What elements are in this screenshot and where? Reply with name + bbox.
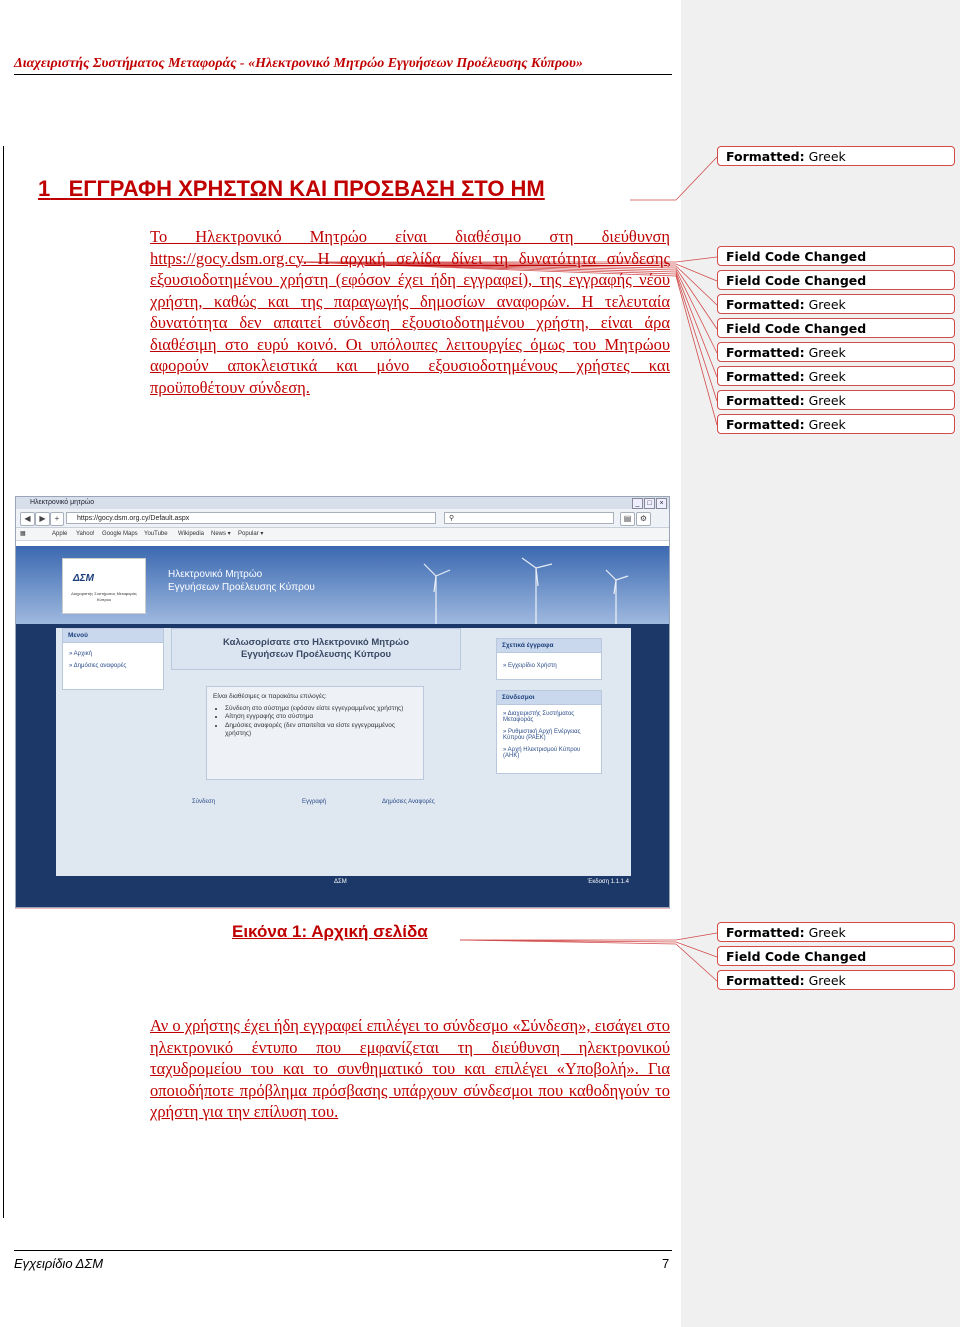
window-title: Ηλεκτρονικό μητρώο [30,499,95,506]
balloon-value: Greek [804,973,846,988]
menu-title: Μενού [63,629,163,643]
user-manual-link[interactable]: » Εγχειρίδιο Χρήστη [503,663,557,669]
forward-icon: ▶ [35,512,50,526]
balloon-value: Greek [804,345,846,360]
welcome-line: Εγγυήσεων Προέλευσης Κύπρου [240,649,392,660]
browser-search-field [444,512,614,524]
revision-balloon[interactable] [717,970,955,990]
bookmark: News ▾ [211,531,231,537]
footer-rule [14,1250,672,1251]
maximize-icon: □ [644,498,655,509]
minimize-icon: _ [632,498,643,509]
gear-icon: ⚙ [636,512,651,526]
documents-panel [496,638,602,680]
revision-balloon[interactable] [717,390,955,410]
bookmarks-icon: ▦ [20,531,26,537]
balloon-label: Formatted: [726,369,805,384]
balloon-label: Formatted: [726,417,805,432]
documents-title: Σχετικά έγγραφα [497,639,601,653]
tso-link[interactable]: » Διαχειριστής Συστήματος Μεταφοράς [503,711,575,723]
back-icon: ◀ [20,512,35,526]
balloon-label: Formatted: [726,973,805,988]
links-panel [496,690,602,774]
balloon-label: Formatted: [726,149,805,164]
welcome-box [171,628,461,670]
balloon-label: Field Code Changed [726,321,867,336]
options-list [213,705,417,739]
logo-text: ΔΣΜ [73,573,94,584]
page-header: Διαχειριστής Συστήματος Μεταφοράς - «Ηλεκτρονικό Μητρώο Εγγυήσεων Προέλευσης Κύπρου» [14,56,583,71]
register-link[interactable]: Εγγραφή [302,799,327,805]
raek-link[interactable]: » Ρυθμιστική Αρχή Ενέργειας Κύπρου (ΡΑΕΚ) [503,729,581,741]
balloon-label: Formatted: [726,297,805,312]
aik-link[interactable]: » Αρχή Ηλεκτρισμού Κύπρου (ΑΗΚ) [503,747,581,759]
balloon-value: Greek [804,297,846,312]
revision-balloon[interactable] [717,146,955,166]
revision-balloon[interactable] [717,318,955,338]
address-bar: https://gocy.dsm.org.cy/Default.aspx [66,512,436,524]
section-heading [38,176,545,202]
bookmark: Google Maps [102,531,138,537]
login-link[interactable]: Σύνδεση [192,799,216,805]
welcome-line: Καλωσορίσατε στο Ηλεκτρονικό Μητρώο [222,637,409,648]
option-item: • Αίτηση εγγραφής στο σύστημα [225,713,417,722]
balloon-label: Formatted: [726,925,805,940]
site-logo [62,558,146,614]
site-page [16,546,669,908]
menu-item-home[interactable]: » Αρχική [69,651,92,657]
revision-balloon[interactable] [717,342,955,362]
option-item: • Δημόσιες αναφορές (δεν απαιτείται να είστε εγγεγραμμένος χρήστης) [225,722,417,739]
revision-balloon[interactable] [717,270,955,290]
bookmarks-bar [16,528,669,541]
balloon-label: Field Code Changed [726,273,867,288]
options-title: Είναι διαθέσιμες οι παρακάτω επιλογές: [213,693,327,700]
revision-balloon[interactable] [717,414,955,434]
bookmark: Popular ▾ [238,531,264,537]
site-title-line: Ηλεκτρονικό Μητρώο [168,569,263,580]
bookmark: Apple [52,531,68,537]
menu-panel [62,628,164,690]
logo-subtitle: Διαχειριστής Συστήματος Μεταφοράς Κύπρου [71,591,137,602]
balloon-label: Formatted: [726,393,805,408]
options-box [206,686,424,780]
revision-balloon[interactable] [717,366,955,386]
balloon-label: Formatted: [726,345,805,360]
balloon-value: Greek [804,925,846,940]
links-title: Σύνδεσμοι [497,691,601,705]
login-paragraph: Αν ο χρήστης έχει ήδη εγγραφεί επιλέγει το σύνδεσμο «Σύνδεση», εισάγει στο ηλεκτρονικό έντυπο που εμφανίζεται τη διεύθυνση ηλεκτρονικού ταχυδρομείου του και το συνθηματικό του και επιλέγει «Υποβολή». Για οποιοδήποτε πρόβλημα πρόσβασης υπάρχουν σύνδεσμοι που καθοδηγούν το χρήστη για την επίλυση του. [150,1016,670,1121]
bookmark: Yahoo! [76,531,95,537]
intro-paragraph: Το Ηλεκτρονικό Μητρώο είναι διαθέσιμο στη διεύθυνση https://gocy.dsm.org.cy. Η αρχική σελίδα δίνει τη δυνατότητα σύνδεσης εξουσιοδοτημένου χρήστη (εφόσον έχει ήδη εγγραφεί), της εγγραφής νέου χρήστη, καθώς και της παραγωγής δημοσίων αναφορών. Η τελευταία δυνατότητα δεν απαιτεί σύνδεση εξουσιοδοτημένου χρήστη, είναι άρα διαθέσιμη στο ευρύ κοινό. Οι υπόλοιπες λειτουργίες όμως του Μητρώου αφορούν αποκλειστικά και μόνο εξουσιοδοτημένους χρήστες και προϋποθέτουν σύνδεση. [150,227,670,397]
change-bar [3,146,4,1218]
bookmark: YouTube [144,531,168,537]
menu-item-reports[interactable]: » Δημόσιες αναφορές [69,663,127,669]
site-version: Έκδοση 1.1.1.4 [587,879,629,885]
browser-toolbar [16,509,669,528]
revision-balloon[interactable] [717,922,955,942]
balloon-value: Greek [804,393,846,408]
figure-caption: Εικόνα 1: Αρχική σελίδα [232,922,428,941]
balloon-value: Greek [804,369,846,384]
revision-balloon[interactable] [717,246,955,266]
site-footer [16,876,669,888]
site-footer-center: ΔΣΜ [334,879,347,885]
homepage-screenshot [15,496,670,908]
balloon-label: Field Code Changed [726,949,867,964]
header-rule [14,74,672,75]
bookmark: Wikipedia [178,531,205,537]
public-reports-link[interactable]: Δημόσιες Αναφορές [382,799,435,805]
footer-title: Εγχειρίδιο ΔΣΜ [14,1256,104,1271]
balloon-value: Greek [804,417,846,432]
revision-balloon[interactable] [717,294,955,314]
page-icon: ▤ [620,512,635,526]
site-title-line: Εγγυήσεων Προέλευσης Κύπρου [168,582,315,593]
site-title [168,568,315,594]
add-tab-icon: + [50,512,64,526]
option-item: • Σύνδεση στο σύστημα (εφόσον είστε εγγεγραμμένος χρήστης) [225,705,417,714]
section-number: 1 [38,176,51,201]
section-title: ΕΓΓΡΑΦΗ ΧΡΗΣΤΩΝ ΚΑΙ ΠΡΟΣΒΑΣΗ ΣΤΟ ΗΜ [68,176,545,201]
browser-title-bar [16,497,669,509]
page-number: 7 [662,1256,670,1271]
balloon-label: Field Code Changed [726,249,867,264]
revision-balloon[interactable] [717,946,955,966]
close-icon: × [656,498,667,509]
balloon-value: Greek [804,149,846,164]
search-icon: ⚲ [449,515,455,522]
site-banner [16,546,669,624]
